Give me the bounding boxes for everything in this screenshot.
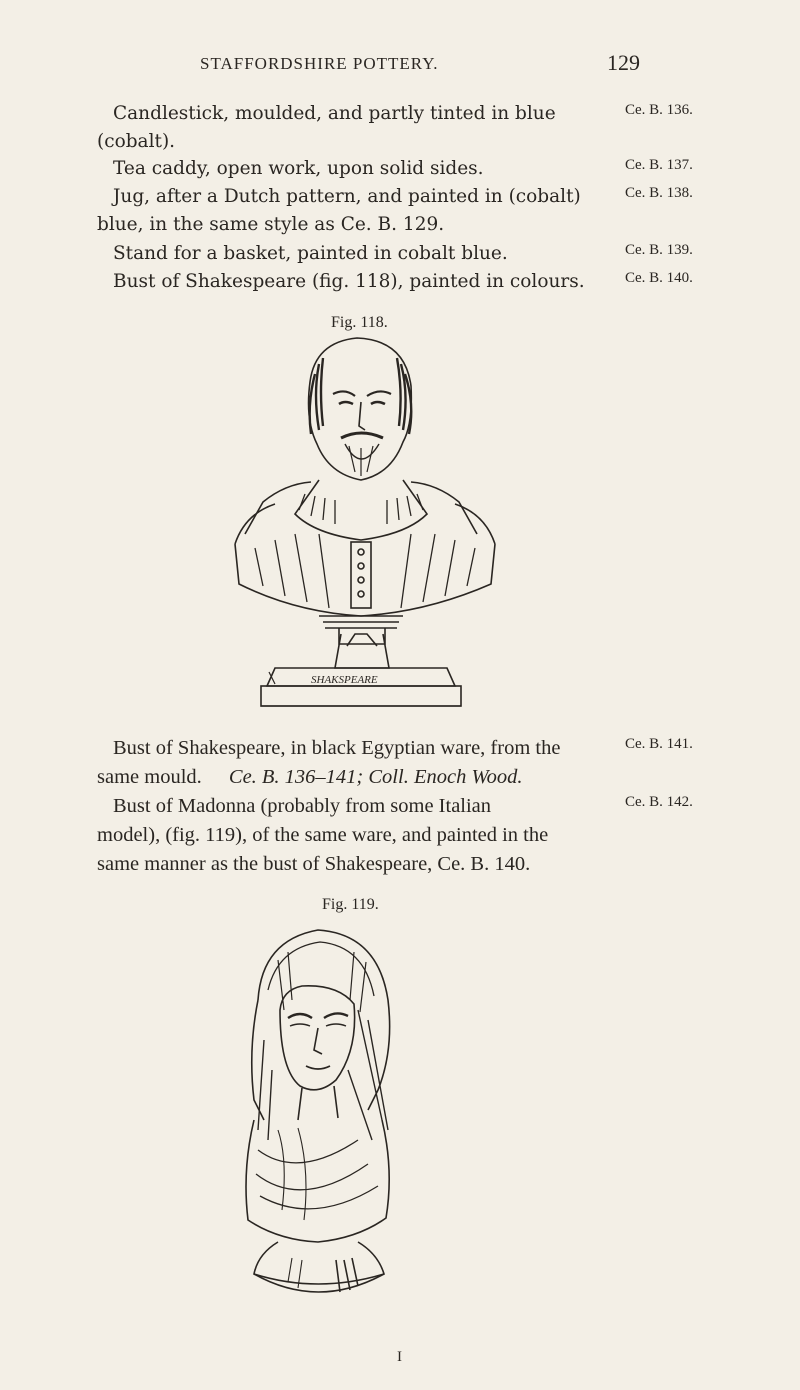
entry-text: Tea caddy, open work, upon solid sides. bbox=[113, 158, 484, 179]
catalog-reference: Ce. B. 142. bbox=[625, 794, 693, 810]
entry-text: Jug, after a Dutch pattern, and painted in (cobalt) blue, in the same style as Ce. B. 129. bbox=[97, 186, 581, 235]
running-title: STAFFORDSHIRE POTTERY. bbox=[200, 54, 439, 73]
catalog-reference: Ce. B. 140. bbox=[625, 270, 693, 286]
figure-119-caption: Fig. 119. bbox=[322, 896, 379, 913]
collection-reference: Ce. B. 136–141; Coll. Enoch Wood. bbox=[228, 766, 523, 788]
figure-118-caption: Fig. 118. bbox=[331, 314, 388, 331]
catalog-reference: Ce. B. 138. bbox=[625, 185, 693, 201]
catalog-reference: Ce. B. 139. bbox=[625, 242, 693, 258]
entry-text: Bust of Madonna (probably from some Italian model), (fig. 119), of the same ware, and painted in the same manner as the bust of Shakespeare, Ce. B. 140. bbox=[97, 795, 549, 875]
page-number: 129 bbox=[607, 50, 640, 75]
entry-text: Candlestick, moulded, and partly tinted in blue (cobalt). bbox=[97, 103, 556, 152]
shakespeare-bust-illustration bbox=[215, 334, 515, 714]
entry-text: Bust of Shakespeare (fig. 118), painted in colours. bbox=[113, 271, 585, 292]
catalog-reference: Ce. B. 137. bbox=[625, 157, 693, 173]
entry-text: Bust of Shakespeare, in black Egyptian ware, from the same mould. Ce. B. 136–141; Coll. Enoch Wood. bbox=[97, 737, 561, 788]
entry-text: Stand for a basket, painted in cobalt blue. bbox=[113, 243, 508, 264]
signature-mark: I bbox=[397, 1349, 402, 1365]
pedestal-inscription: SHAKSPEARE bbox=[311, 674, 378, 686]
madonna-bust-illustration bbox=[218, 920, 408, 1320]
running-head bbox=[0, 50, 800, 84]
catalog-reference: Ce. B. 136. bbox=[625, 102, 693, 118]
catalog-reference: Ce. B. 141. bbox=[625, 736, 693, 752]
